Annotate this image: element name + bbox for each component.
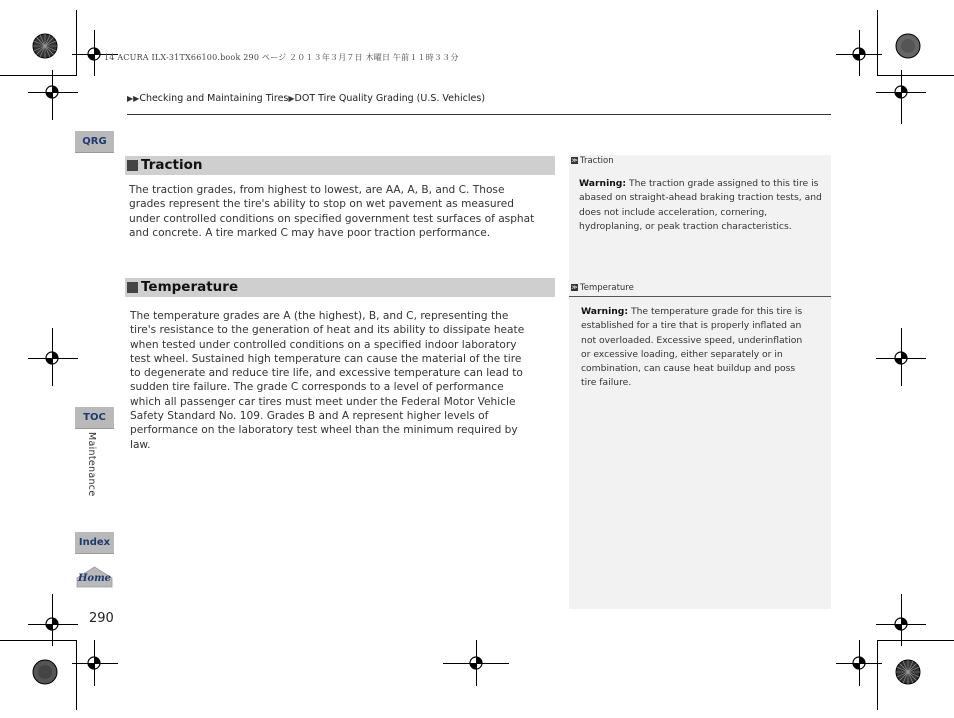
print-header: 14 ACURA ILX-31TX66100.book 290 ページ ２０１３年３月７日 木曜日 午前１１時３３分	[104, 53, 459, 62]
registration-target-icon	[849, 44, 869, 64]
registration-target-icon	[42, 614, 62, 634]
section-heading-traction	[125, 156, 555, 175]
warning-label: Warning:	[579, 178, 627, 189]
note-traction	[579, 177, 823, 234]
home-button[interactable]	[75, 564, 114, 590]
registration-target-icon	[466, 653, 486, 673]
note-divider	[569, 296, 831, 297]
note-temperature	[581, 305, 809, 391]
traction-body: The traction grades, from highest to lowest, are AA, A, B, and C. Those grades represent the tire's ability to stop on wet pavement as measured under controlled conditions on specified government test surfaces of asphat and concrete. A tire marked C may have poor traction performance.	[129, 184, 535, 239]
color-dial-icon	[895, 659, 921, 685]
color-dial-icon	[32, 659, 58, 685]
home-label: Home	[77, 573, 112, 584]
note-heading-text: Temperature	[580, 283, 634, 293]
note-heading-temperature	[571, 283, 634, 293]
toc-button[interactable]: TOC	[75, 407, 114, 429]
note-arrow-icon: ≫	[571, 157, 578, 164]
section-marker-icon	[127, 282, 138, 293]
qrg-button[interactable]: QRG	[75, 131, 114, 153]
index-button[interactable]: Index	[75, 532, 114, 554]
registration-target-icon	[891, 348, 911, 368]
note-heading-traction	[571, 156, 614, 166]
registration-target-icon	[84, 653, 104, 673]
registration-target-icon	[84, 44, 104, 64]
warning-label: Warning:	[581, 306, 629, 317]
temperature-body: The temperature grades are A (the highest), B, and C, representing the tire's resistance to the generation of heat and its ability to dissipate heate when tested under controlled conditions on a specified indoor laboratory test wheel. Sustained high temperature can cause the material of the tire to degenerate and reduce tire life, and excessive temperature can lead to sudden tire failure. The grade C corresponds to a level of performance which all passenger car tires must meet under the Federal Motor Vehicle Safety Standard No. 109. Grades B and A represent higher levels of performance on the laboratory test wheel than the minimum required by law.	[130, 310, 525, 451]
section-heading-temperature	[125, 278, 555, 297]
breadcrumb-arrows: ▶▶	[127, 94, 140, 103]
color-dial-icon	[32, 33, 58, 59]
page-number: 290	[89, 611, 114, 626]
section-marker-icon	[127, 160, 138, 171]
breadcrumb-link-tires[interactable]: Checking and Maintaining Tires	[139, 93, 289, 104]
breadcrumb-separator: ▶	[288, 94, 295, 103]
registration-target-icon	[42, 348, 62, 368]
note-text: The temperature grade for this tire is established for a tire that is properly inflated an not overloaded. Excessive speed, underinflation or excessive loading, either separately or in combination, can cause heat buildup and poss tire failure.	[581, 306, 803, 389]
registration-target-icon	[891, 82, 911, 102]
breadcrumb	[127, 93, 485, 104]
header-rule	[127, 114, 831, 115]
registration-target-icon	[849, 653, 869, 673]
section-title: Temperature	[141, 279, 239, 295]
section-title: Traction	[141, 157, 203, 173]
note-arrow-icon: ≫	[571, 284, 578, 291]
color-dial-icon	[895, 33, 921, 59]
note-heading-text: Traction	[580, 156, 614, 166]
chapter-label: Maintenance	[86, 432, 97, 497]
registration-target-icon	[891, 614, 911, 634]
registration-target-icon	[42, 82, 62, 102]
breadcrumb-current: DOT Tire Quality Grading (U.S. Vehicles)	[294, 93, 486, 104]
note-text: The traction grade assigned to this tire is abased on straight-ahead braking traction tests, and does not include acceleration, cornering, hydroplaning, or peak traction characteristics.	[579, 178, 822, 232]
